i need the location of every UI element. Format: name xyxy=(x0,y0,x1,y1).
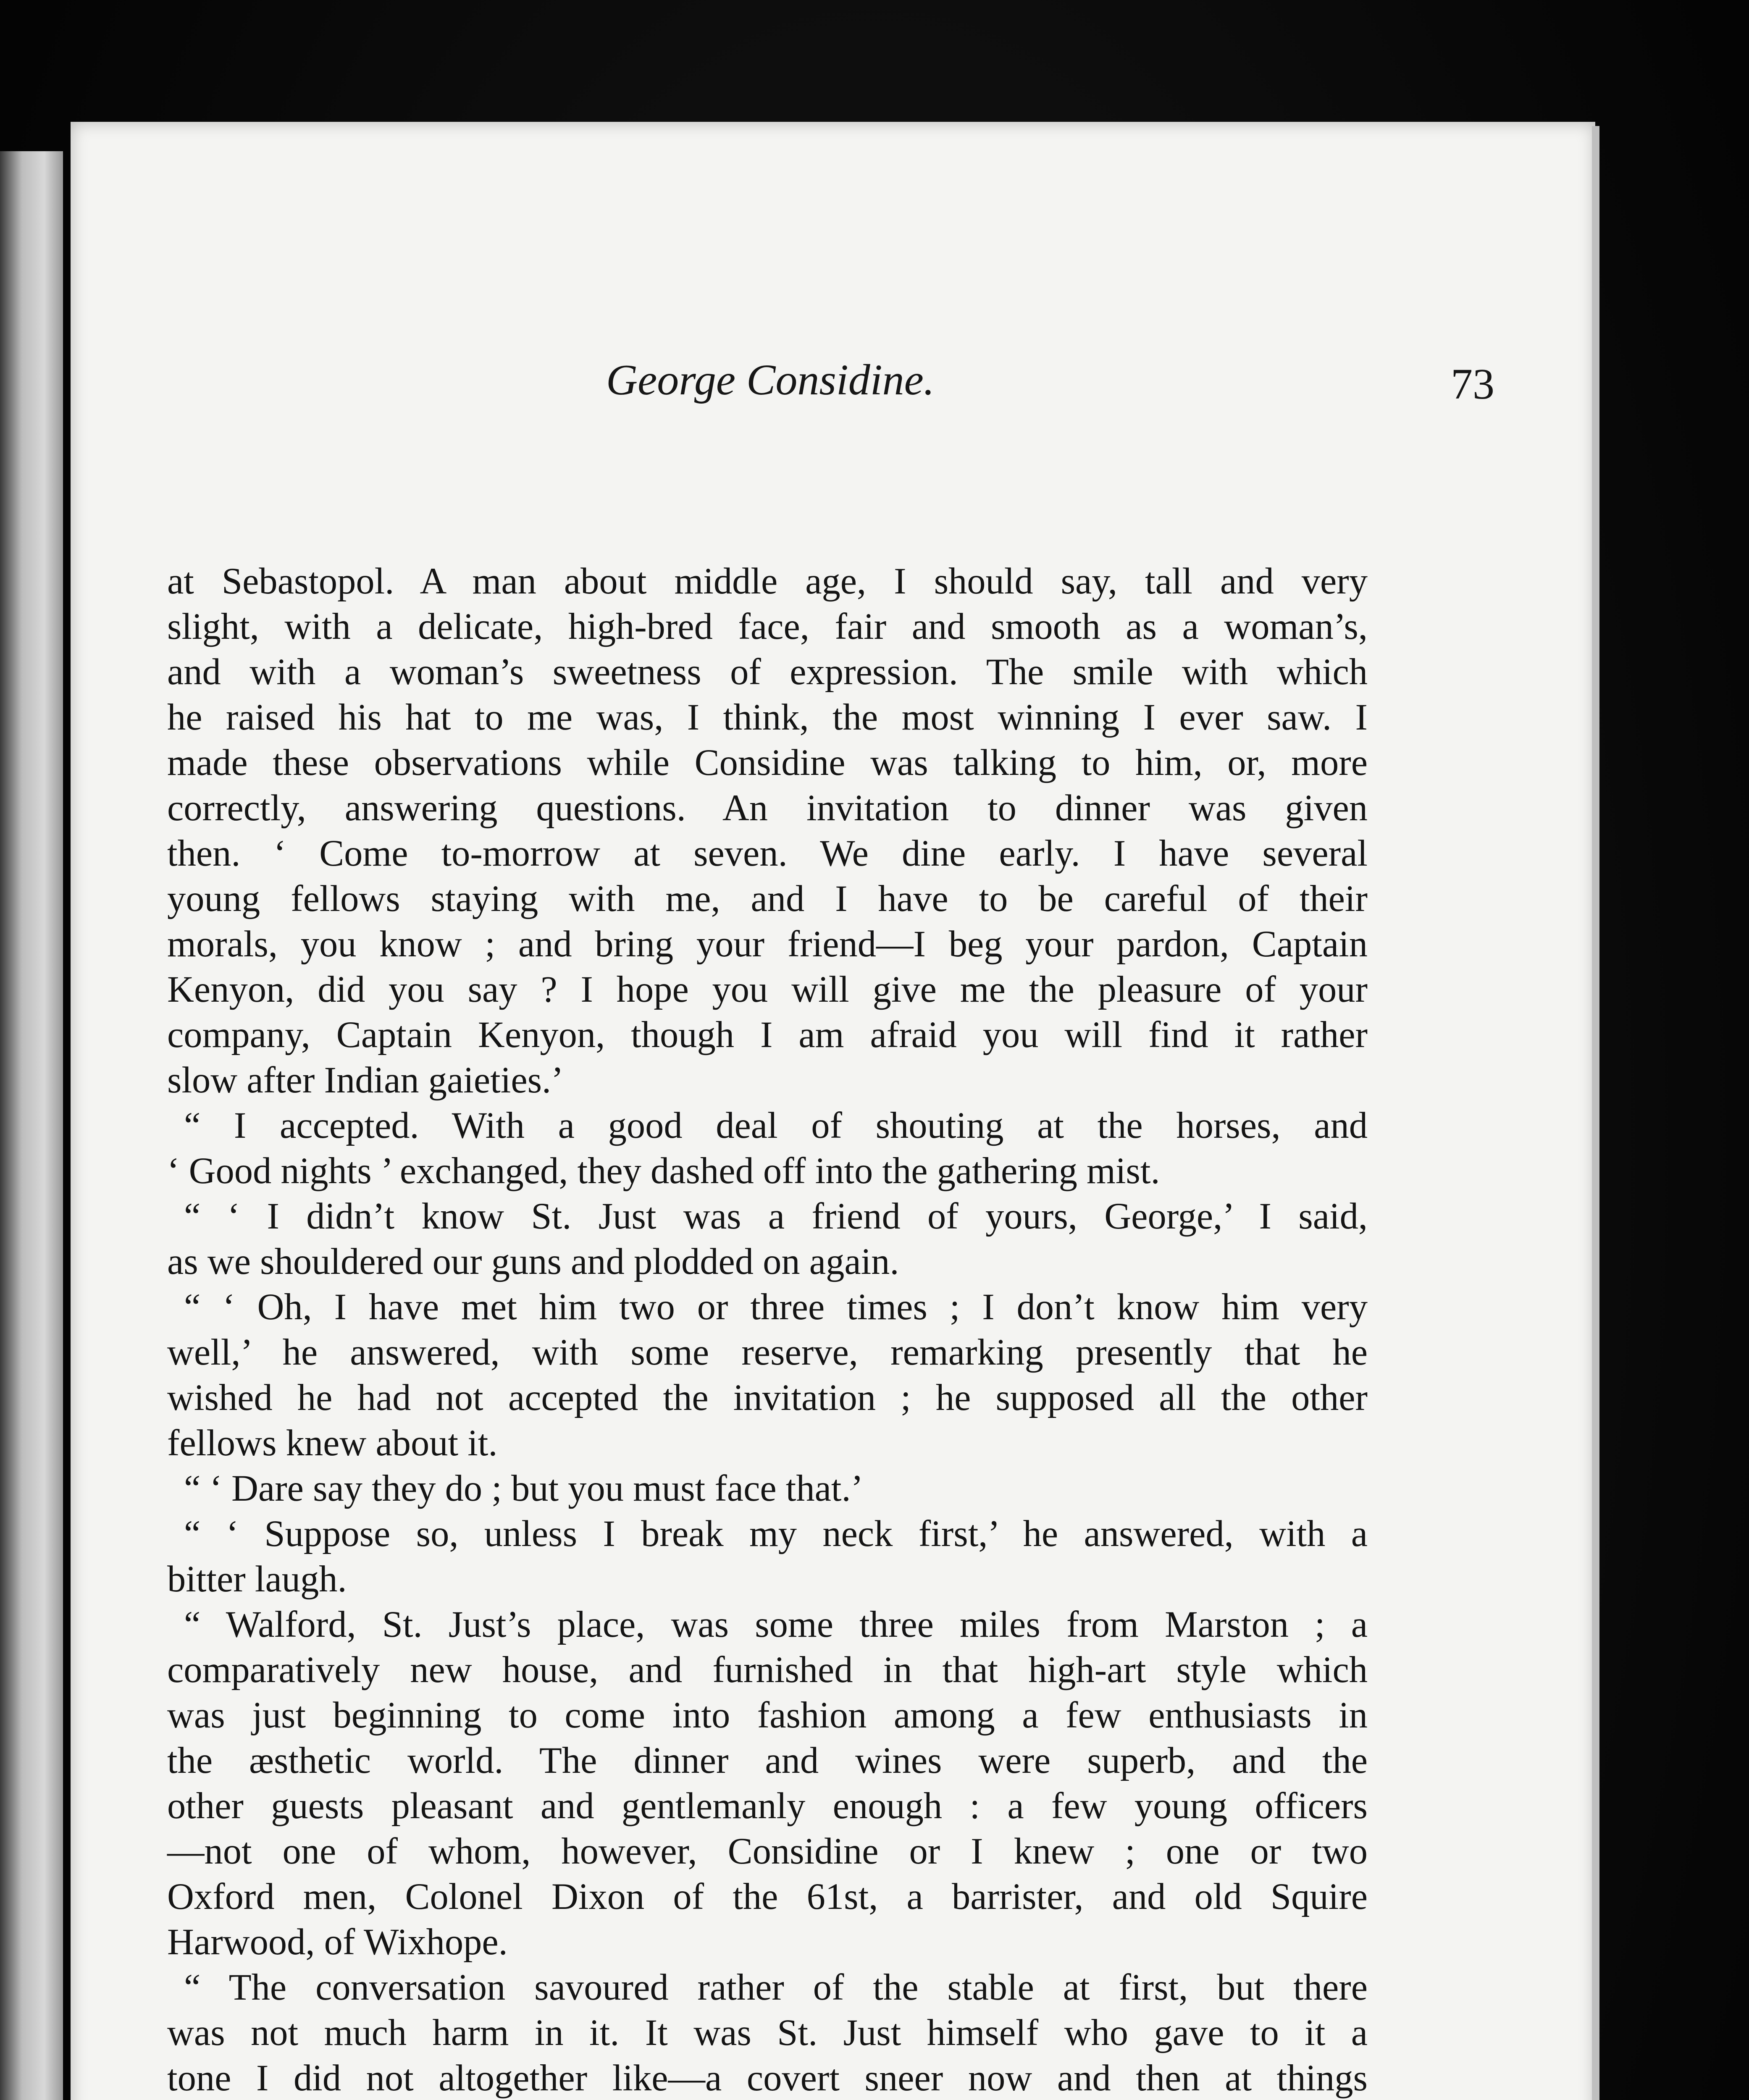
text-line: “ The conversation savoured rather of the stable at first, but there xyxy=(184,1967,1368,2008)
text-line: ‘ Good nights ’ exchanged, they dashed off into the gathering mist. xyxy=(167,1150,1160,1192)
text-line: he raised his hat to me was, I think, the most winning I ever saw. I xyxy=(167,697,1368,738)
previous-page-edge xyxy=(0,151,63,2100)
text-line: wished he had not accepted the invitation ; he supposed all the other xyxy=(167,1377,1368,1418)
text-line: slow after Indian gaieties.’ xyxy=(167,1060,564,1101)
text-line: “ ‘ Dare say they do ; but you must face that.’ xyxy=(184,1468,864,1509)
text-line: “ ‘ Oh, I have met him two or three times ; I don’t know him very xyxy=(184,1286,1368,1328)
text-line: bitter laugh. xyxy=(167,1559,347,1600)
text-line: comparatively new house, and furnished in that high-art style which xyxy=(167,1649,1368,1690)
text-line: tone I did not altogether like—a covert sneer now and then at things xyxy=(167,2058,1368,2099)
text-line: then. ‘ Come to-morrow at seven. We dine early. I have several xyxy=(167,833,1368,874)
book-page xyxy=(71,122,1595,2100)
text-line: —not one of whom, however, Considine or I knew ; one or two xyxy=(167,1831,1368,1872)
text-line: as we shouldered our guns and plodded on again. xyxy=(167,1241,899,1282)
text-line: at Sebastopol. A man about middle age, I should say, tall and very xyxy=(167,561,1368,602)
text-line: slight, with a delicate, high-bred face, fair and smooth as a woman’s, xyxy=(167,606,1368,647)
text-line: young fellows staying with me, and I have to be careful of their xyxy=(167,878,1368,919)
text-line: was just beginning to come into fashion among a few enthusiasts in xyxy=(167,1695,1368,1736)
text-line: “ ‘ I didn’t know St. Just was a friend of yours, George,’ I said, xyxy=(184,1196,1368,1237)
text-line: correctly, answering questions. An invitation to dinner was given xyxy=(167,788,1368,829)
text-line: and with a woman’s sweetness of expression. The smile with which xyxy=(167,651,1368,693)
text-line: Oxford men, Colonel Dixon of the 61st, a barrister, and old Squire xyxy=(167,1876,1368,1917)
text-line: other guests pleasant and gentlemanly enough : a few young officers xyxy=(167,1785,1368,1827)
running-head xyxy=(71,349,1595,416)
text-line: morals, you know ; and bring your friend—I beg your pardon, Captain xyxy=(167,924,1368,965)
page-edge xyxy=(1592,126,1599,2100)
text-line: “ ‘ Suppose so, unless I break my neck first,’ he answered, with a xyxy=(184,1513,1368,1554)
text-line: Harwood, of Wixhope. xyxy=(167,1922,508,1963)
running-head-title: George Considine. xyxy=(606,356,935,404)
page-number: 73 xyxy=(1451,360,1494,408)
text-line: made these observations while Considine was talking to him, or, more xyxy=(167,742,1368,783)
text-line: company, Captain Kenyon, though I am afraid you will find it rather xyxy=(167,1014,1368,1055)
text-line: was not much harm in it. It was St. Just himself who gave to it a xyxy=(167,2012,1368,2053)
text-line: well,’ he answered, with some reserve, remarking presently that he xyxy=(167,1332,1368,1373)
text-line: Kenyon, did you say ? I hope you will give me the pleasure of your xyxy=(167,969,1368,1010)
body-text xyxy=(167,559,1368,2100)
text-line: fellows knew about it. xyxy=(167,1423,498,1464)
text-line: “ I accepted. With a good deal of shouting at the horses, and xyxy=(184,1105,1368,1146)
text-line: the æsthetic world. The dinner and wines were superb, and the xyxy=(167,1740,1368,1781)
text-line: “ Walford, St. Just’s place, was some three miles from Marston ; a xyxy=(184,1604,1368,1645)
